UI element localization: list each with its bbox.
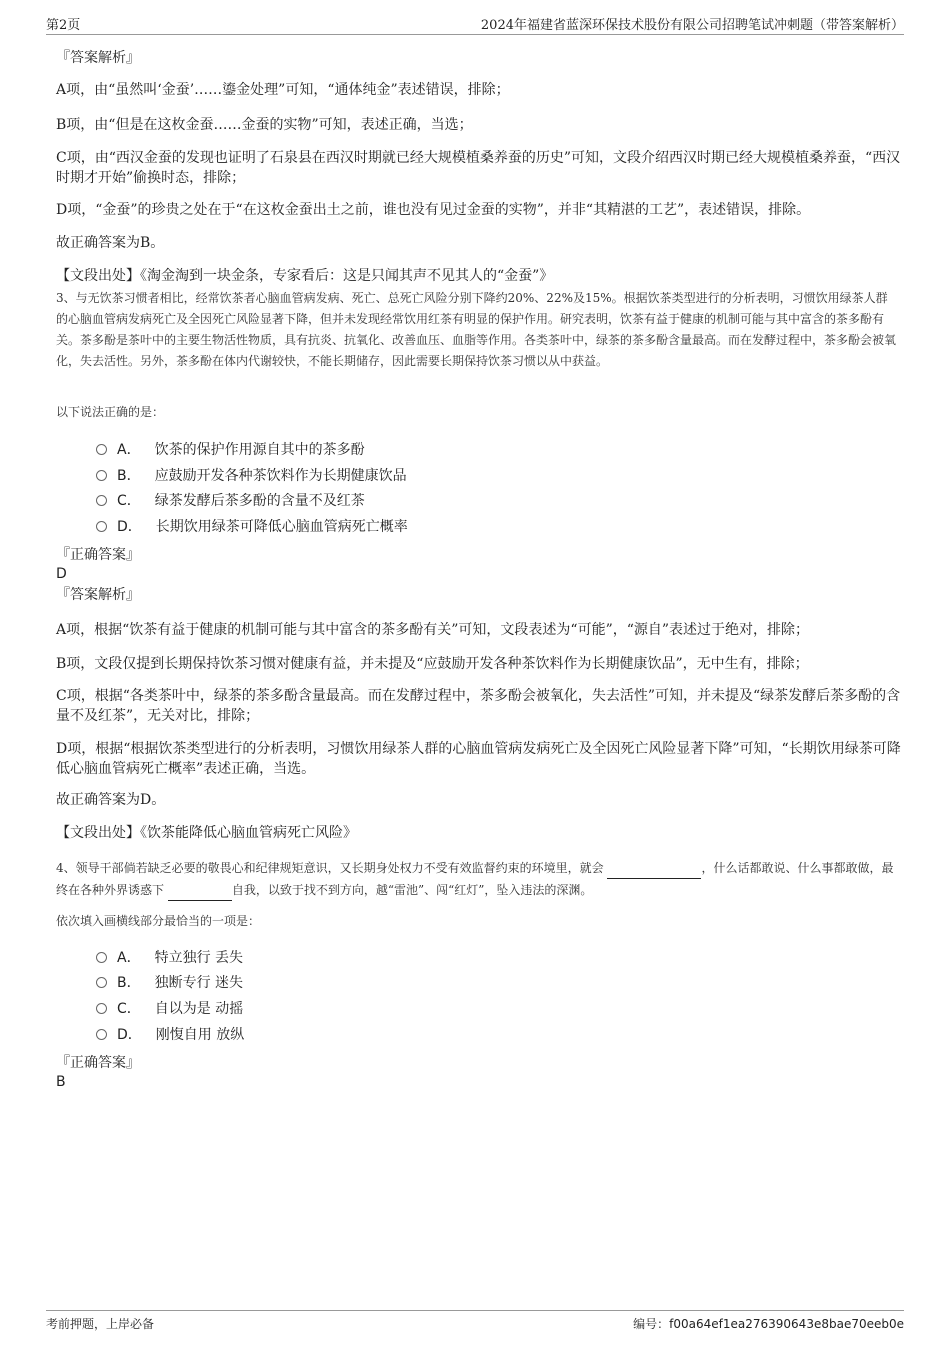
analysis-conclusion: 故正确答案为D。 [56,792,166,808]
radio-icon[interactable] [96,977,107,988]
document-title: 2024年福建省蓝深环保技术股份有限公司招聘笔试冲刺题（带答案解析） [480,18,904,33]
question-4-stem: 4、领导干部倘若缺乏必要的敬畏心和纪律规矩意识，又长期身处权力不受有效监督约束的环境里，就会 ，什么话都敢说、什么事都敢做，最终在各种外界诱惑下 自我，以致于找不到方向，越“雷池”、闯“红灯”，坠入违法的深渊。 [56,857,896,901]
option-d[interactable]: D． 长期饮用绿茶可降低心脑血管病死亡概率 [96,517,408,537]
analysis-c: C项，根据“各类茶叶中，绿茶的茶多酚含量最高。而在发酵过程中，茶多酚会被氧化，失去活性”可知，并未提及“绿茶发酵后茶多酚的含量不及红茶”，无关对比，排除； [56,688,901,724]
option-c[interactable]: C． 绿茶发酵后茶多酚的含量不及红茶 [96,491,365,511]
option-a[interactable]: A． 特立独行 丢失 [96,948,243,968]
radio-icon[interactable] [96,495,107,506]
correct-answer: B [56,1074,66,1090]
page-footer [46,1310,904,1331]
question-3-prompt: 以下说法正确的是： [56,405,165,419]
radio-icon[interactable] [96,1003,107,1014]
option-a[interactable]: A． 饮茶的保护作用源自其中的茶多酚 [96,440,365,460]
page-header [46,12,904,35]
analysis-d: D项，根据“根据饮茶类型进行的分析表明，习惯饮用绿茶人群的心脑血管病发病死亡及全因死亡风险显著下降”可知，“长期饮用绿茶可降低心脑血管病死亡概率”表述正确，当选。 [56,741,901,777]
option-d[interactable]: D． 刚愎自用 放纵 [96,1025,244,1045]
source-citation: 【文段出处】《淘金淘到一块金条，专家看后：这是只闻其声不见其人的“金蚕”》 [56,268,554,284]
option-b[interactable]: B． 独断专行 迷失 [96,973,243,993]
analysis-conclusion: 故正确答案为B。 [56,235,165,251]
analysis-c: C项，由“西汉金蚕的发现也证明了石泉县在西汉时期就已经大规模植桑养蚕的历史”可知，文段介绍西汉时期已经大规模植桑养蚕，“西汉时期才开始”偷换时态，排除； [56,150,901,186]
radio-icon[interactable] [96,470,107,481]
correct-answer-label: 『正确答案』 [56,547,140,563]
fill-blank-1[interactable] [607,857,701,879]
radio-icon[interactable] [96,521,107,532]
question-3-stem: 3、与无饮茶习惯者相比，经常饮茶者心脑血管病发病、死亡、总死亡风险分别下降约20%、22%及15%。根据饮茶类型进行的分析表明，习惯饮用绿茶人群的心脑血管病发病死亡及全因死亡风险显著下降，但并未发现经常饮用红茶有明显的保护作用。研究表明，饮茶有益于健康的机制可能与其中富含的茶多酚有关。茶多酚是茶叶中的主要生物活性物质，具有抗炎、抗氧化、改善血压、血脂等作用。各类茶叶中，绿茶的茶多酚含量最高。而在发酵过程中，茶多酚会被氧化，失去活性。另外，茶多酚在体内代谢较快，不能长期储存，因此需要长期保持饮茶习惯以从中获益。 [56,291,897,368]
analysis-b: B项，由“但是在这枚金蚕……金蚕的实物”可知，表述正确，当选； [56,117,473,133]
analysis-b: B项，文段仅提到长期保持饮茶习惯对健康有益，并未提及“应鼓励开发各种茶饮料作为长期健康饮品”，无中生有，排除； [56,656,809,672]
analysis-d: D项，“金蚕”的珍贵之处在于“在这枚金蚕出土之前，谁也没有见过金蚕的实物”，并非“其精湛的工艺”，表述错误，排除。 [56,202,811,218]
analysis-a: A项，由“虽然叫‘金蚕’……鎏金处理”可知，“通体纯金”表述错误，排除； [56,82,510,98]
radio-icon[interactable] [96,952,107,963]
analysis-label: 『答案解析』 [56,50,140,66]
option-b[interactable]: B． 应鼓励开发各种茶饮料作为长期健康饮品 [96,466,407,486]
analysis-label: 『答案解析』 [56,587,140,603]
document-id: 编号：f00a64ef1ea276390643e8bae70eeb0e [633,1317,904,1331]
radio-icon[interactable] [96,444,107,455]
correct-answer-label: 『正确答案』 [56,1055,140,1071]
source-citation: 【文段出处】《饮茶能降低心脑血管病死亡风险》 [56,825,357,841]
correct-answer: D [56,566,67,582]
analysis-a: A项，根据“饮茶有益于健康的机制可能与其中富含的茶多酚有关”可知，文段表述为“可能”，“源自”表述过于绝对，排除； [56,622,810,638]
radio-icon[interactable] [96,1029,107,1040]
option-c[interactable]: C． 自以为是 动摇 [96,999,243,1019]
question-4-prompt: 依次填入画横线部分最恰当的一项是： [56,914,261,928]
fill-blank-2[interactable] [168,879,232,901]
footer-slogan: 考前押题，上岸必备 [46,1317,155,1331]
page-number: 第2页 [46,18,81,33]
